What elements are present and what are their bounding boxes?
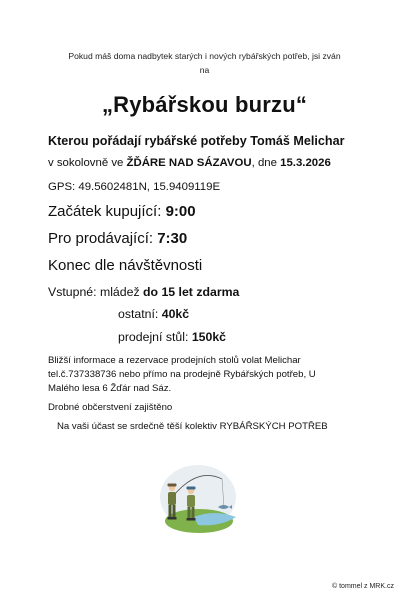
gps-coordinates: GPS: 49.5602481N, 15.9409119E <box>48 181 221 193</box>
info-line-2: tel.č.737338736 nebo přímo na prodejně Rybářských potřeb, U <box>48 369 316 381</box>
info-paragraph <box>48 354 368 397</box>
stall-label: prodejní stůl: <box>118 330 192 344</box>
refreshments-note: Drobné občerstvení zajištěno <box>48 402 173 413</box>
buyers-label: Začátek kupující: <box>48 203 166 220</box>
venue-date: 15.3.2026 <box>280 157 331 169</box>
organizer-line: Kterou pořádají rybářské potřeby Tomáš Melichar <box>48 134 345 148</box>
stall-fee <box>118 330 226 344</box>
info-line-3: Malého lesa 6 Žďár nad Sáz. <box>48 383 172 395</box>
other-value: 40kč <box>161 307 190 321</box>
entry-value: do 15 let zdarma <box>143 285 240 299</box>
info-line-1: Bližší informace a rezervace prodejních stolů volat Melichar <box>48 355 301 366</box>
sellers-start <box>48 230 187 247</box>
event-title: „Rybářskou burzu“ <box>101 92 308 117</box>
venue-line <box>48 157 331 169</box>
entry-fee <box>48 285 239 299</box>
fishermen-illustration <box>158 461 240 537</box>
buyers-time: 9:00 <box>165 203 196 220</box>
stall-value: 150kč <box>191 330 227 344</box>
end-note: Konec dle návštěvnosti <box>48 257 203 274</box>
intro-text <box>0 49 409 77</box>
footer-credit: © tommel z MRK.cz <box>332 583 394 590</box>
buyers-start <box>48 203 196 220</box>
intro-line-2: na <box>199 65 210 75</box>
venue-prefix: v sokolovně ve <box>48 157 127 169</box>
sellers-label: Pro prodávající: <box>48 230 158 247</box>
other-label: ostatní: <box>118 307 162 321</box>
venue-date-prefix: , dne <box>251 157 281 169</box>
venue-town: ŽĎÁRE NAD SÁZAVOU <box>126 157 252 169</box>
closing-line: Na vaši účast se srdečně těší kolektiv RYBÁŘSKÝCH POTŘEB <box>57 421 328 432</box>
other-fee <box>118 307 189 321</box>
entry-label: Vstupné: mládež <box>48 285 144 299</box>
sellers-time: 7:30 <box>157 230 188 247</box>
intro-line-1: Pokud máš doma nadbytek starých i nových rybářských potřeb, jsi zván <box>68 51 341 61</box>
